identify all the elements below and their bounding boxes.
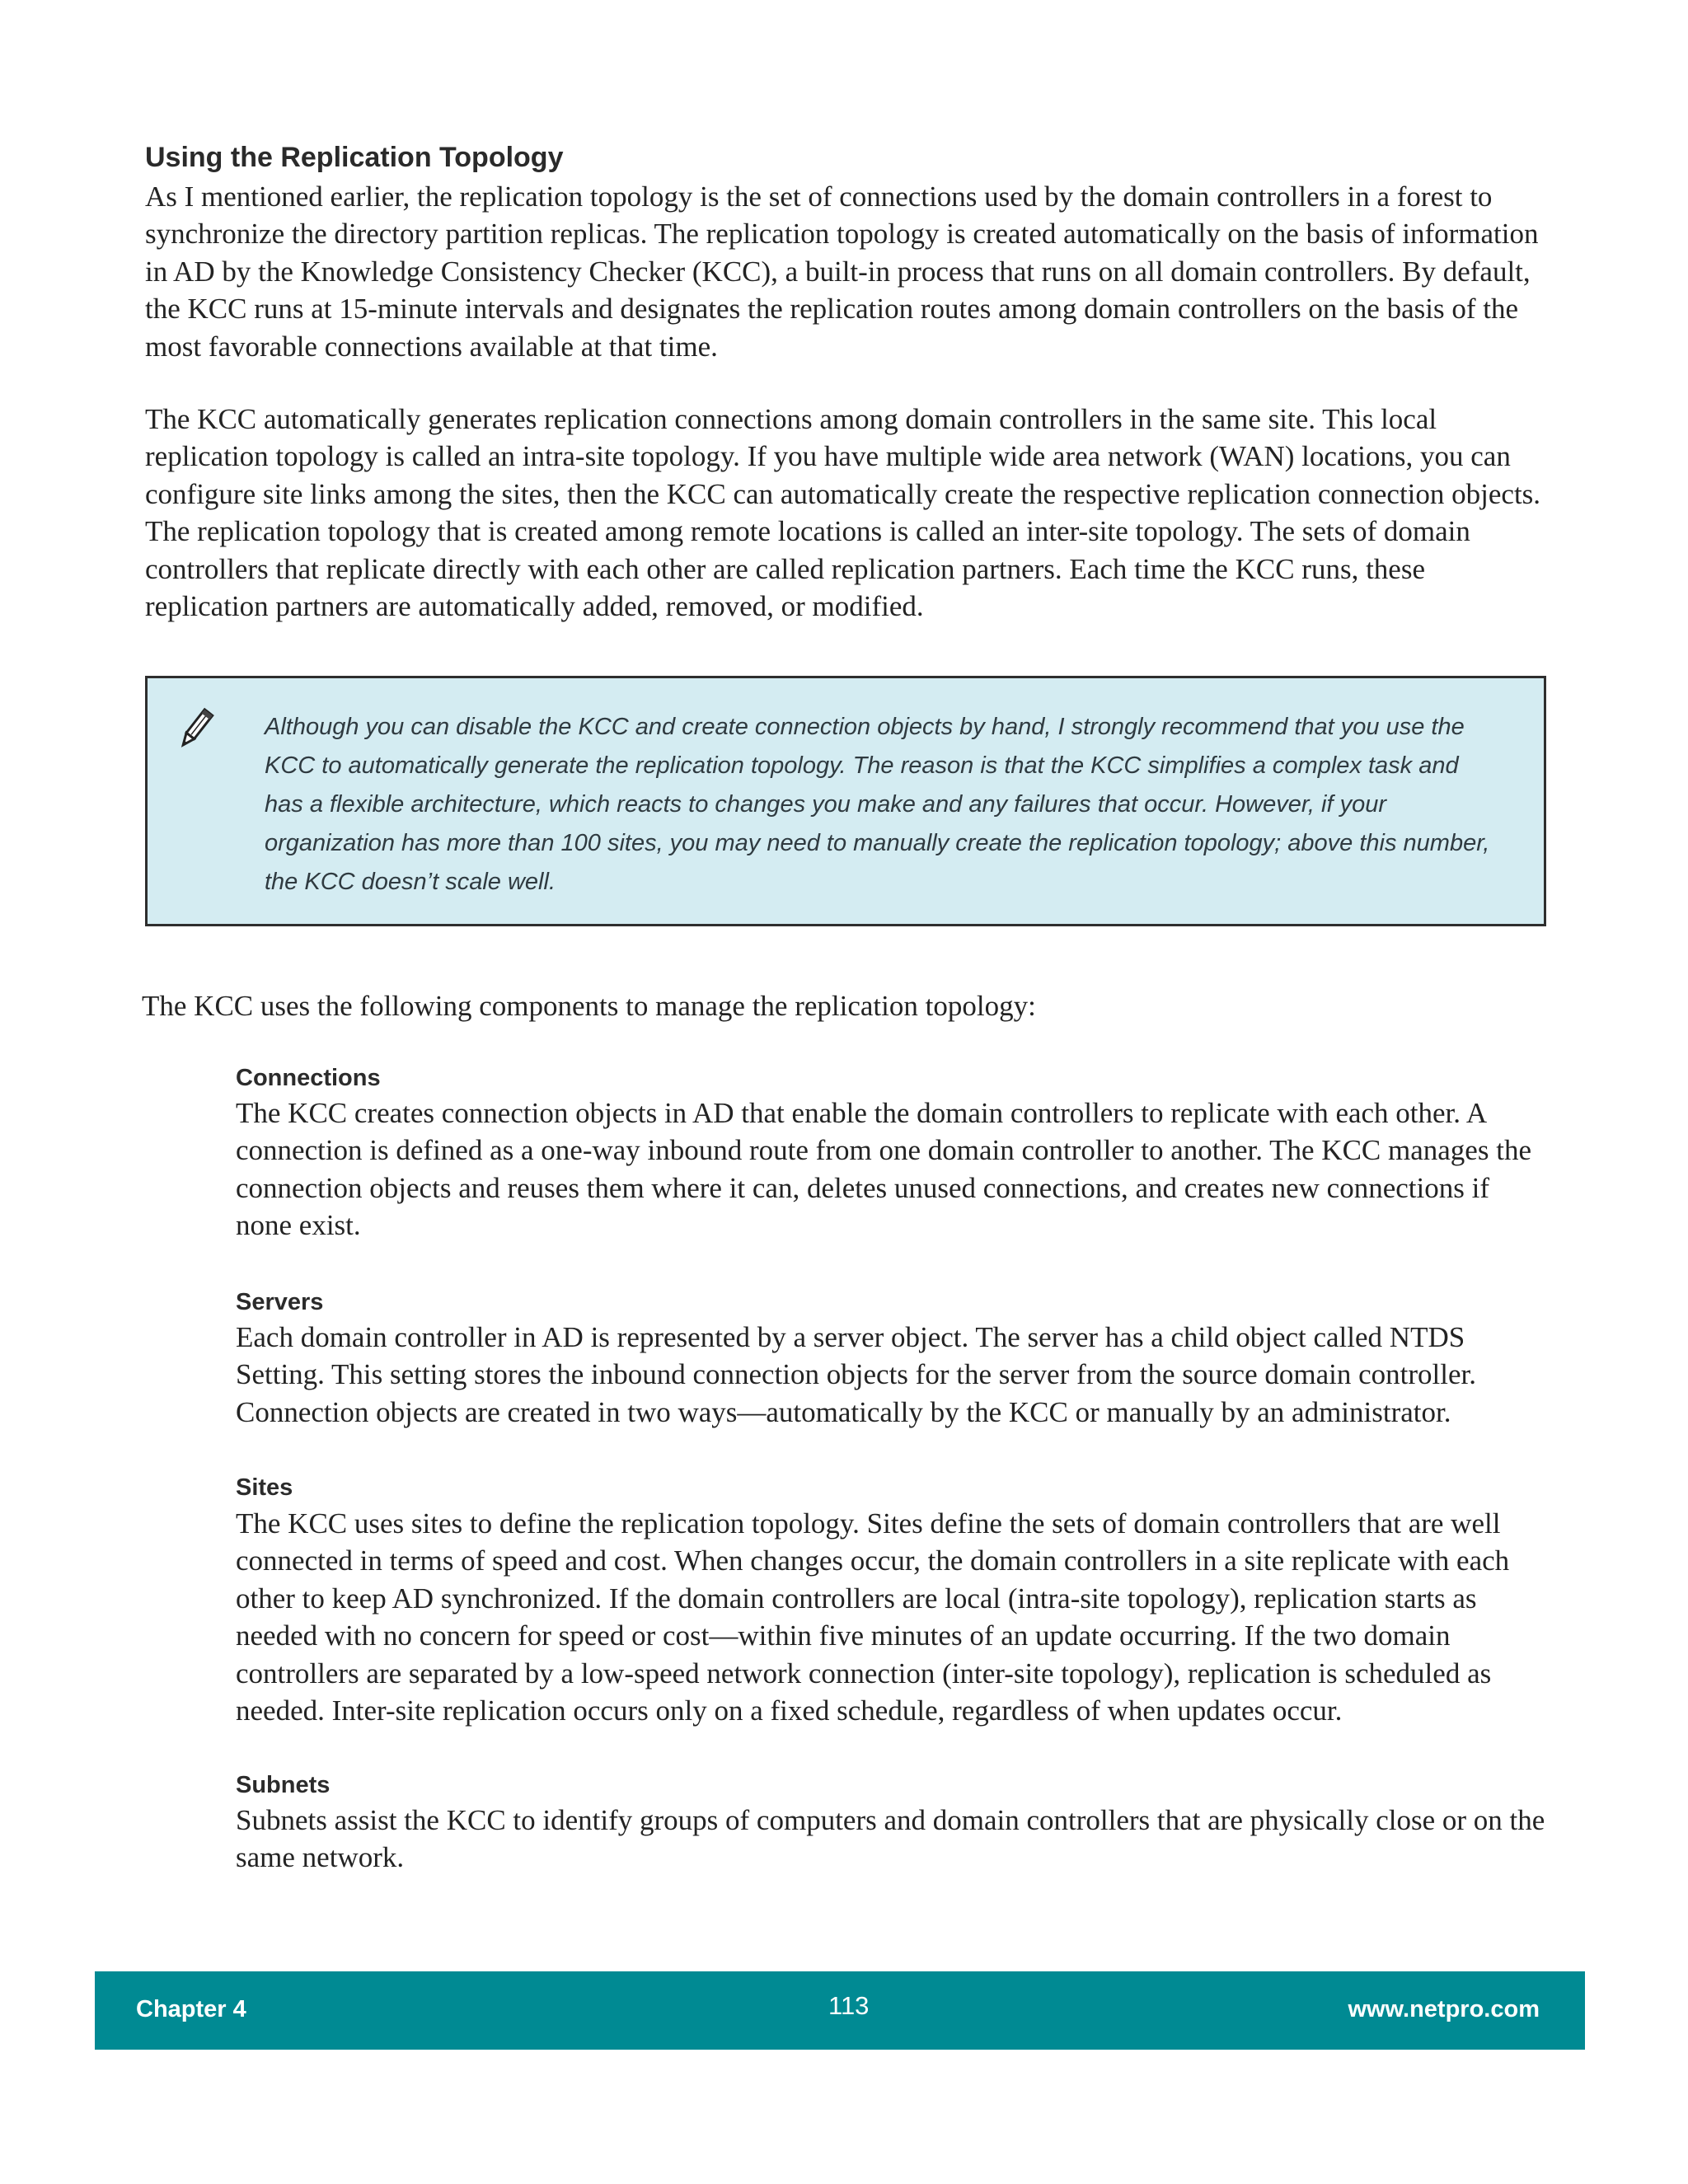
definition-servers: Each domain controller in AD is represented by a server object. The server has a child object called NTDS Setting. This setting stores the inbound connection objects for the server from the source domain controller. Connection objects are created in two ways—automatically by the KCC or manually by an administrator. — [236, 1321, 1476, 1428]
paragraph-kcc-topology: The KCC automatically generates replication connections among domain controllers in the same site. This local replication topology is called an intra-site topology. If you have multiple wide area network (WAN) locations, you can configure site links among the sites, then the KCC can automatically create the respective replication connection objects. The replication topology that is created among remote locations is called an inter-site topology. The sets of domain controllers that replicate directly with each other are called replication partners. Each time the KCC runs, these replication partners are automatically added, removed, or modified. — [145, 403, 1541, 623]
section-heading: Using the Replication Topology — [145, 142, 564, 173]
page-footer — [95, 1971, 1585, 2050]
pencil-icon — [172, 706, 218, 752]
term-subnets: Subnets — [236, 1772, 331, 1798]
note-box — [145, 676, 1546, 926]
footer-page-number: 113 — [828, 1991, 870, 2020]
term-connections: Connections — [236, 1065, 381, 1091]
term-servers: Servers — [236, 1289, 324, 1315]
paragraph-intro: As I mentioned earlier, the replication topology is the set of connections used by the domain controllers in a forest to synchronize the directory partition replicas. The replication topology is created automatically on the basis of information in AD by the Knowledge Consistency Checker (KCC), a built-in process that runs on all domain controllers. By default, the KCC runs at 15-minute intervals and designates the replication routes among domain controllers on the basis of the most favorable connections available at that time. — [145, 180, 1539, 363]
note-text: Although you can disable the KCC and create connection objects by hand, I strongly recommend that you use the KCC to automatically generate the replication topology. The reason is that the KCC simplifies a complex task and has a flexible architecture, which reacts to changes you make and any failures that occur. However, if your organization has more than 100 sites, you may need to manually create the replication topology; above this number, the KCC doesn’t scale well. — [265, 714, 1490, 895]
definition-subnets: Subnets assist the KCC to identify groups of computers and domain controllers that are physically close or on the same network. — [236, 1804, 1545, 1874]
definition-connections: The KCC creates connection objects in AD that enable the domain controllers to replicate with each other. A connection is defined as a one-way inbound route from one domain controller to another. The KCC manages the connection objects and reuses them where it can, deletes unused connections, and creates new connections if none exist. — [236, 1097, 1531, 1242]
components-intro: The KCC uses the following components to manage the replication topology: — [142, 990, 1036, 1022]
footer-website: www.netpro.com — [1348, 1996, 1540, 2022]
footer-chapter: Chapter 4 — [136, 1996, 246, 2022]
term-sites: Sites — [236, 1474, 293, 1501]
definition-sites: The KCC uses sites to define the replication topology. Sites define the sets of domain controllers that are well connected in terms of speed and cost. When changes occur, the domain controllers in a site replicate with each other to keep AD synchronized. If the domain controllers are local (intra-site topology), replication starts as needed with no concern for speed or cost—within five minutes of an update occurring. If the two domain controllers are separated by a low-speed network connection (inter-site topology), replication is scheduled as needed. Inter-site replication occurs only on a fixed schedule, regardless of when updates occur. — [236, 1507, 1510, 1727]
